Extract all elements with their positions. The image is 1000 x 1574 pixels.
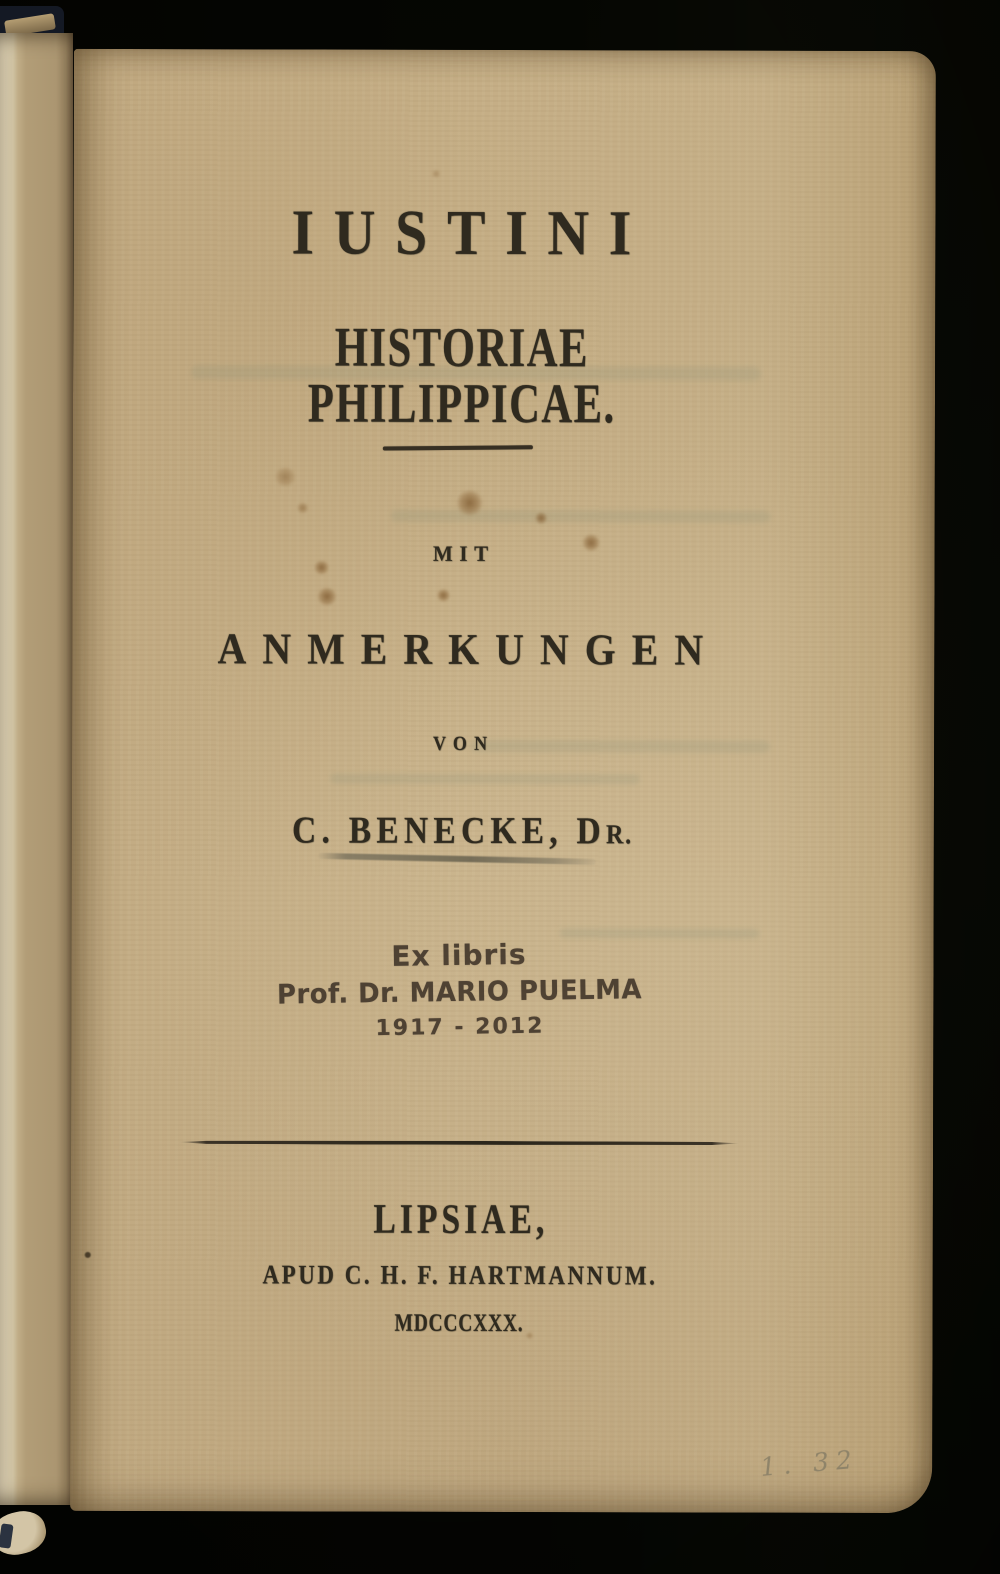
long-divider-rule (178, 1140, 740, 1145)
imprint-publisher: APUD C. H. F. HARTMANNUM. (262, 1259, 658, 1291)
pencil-shelfmark: 1. 32 (759, 1444, 860, 1482)
editor-name (152, 811, 768, 851)
stamp-line-owner: Prof. Dr. MARIO PUELMA (276, 974, 643, 1011)
stamp-line-years: 1917 - 2012 (375, 1013, 545, 1042)
show-through-band (391, 510, 771, 523)
ink-speck (85, 1252, 91, 1258)
imprint-year: MDCCCXXX. (394, 1309, 524, 1338)
text-column (112, 49, 812, 1338)
editor-name-suffix: R. (605, 819, 633, 850)
pencil-underline (318, 853, 596, 865)
foxing-spot (432, 170, 441, 178)
foxing-spot (535, 512, 548, 524)
foxing-spot (316, 588, 337, 606)
book-title: IUSTINI (291, 196, 652, 269)
foxing-spot (297, 502, 309, 513)
exlibris-stamp (109, 933, 810, 1049)
book-subtitle: HISTORIAE PHILIPPICAE. (307, 316, 616, 436)
editor-name-main: C. BENECKE, D (292, 809, 607, 853)
subtitle-anmerkungen: ANMERKUNGEN (217, 624, 720, 675)
connector-mit: MIT (433, 540, 495, 566)
stamp-line-exlibris: Ex libris (391, 937, 527, 973)
title-page (70, 49, 936, 1513)
short-divider-rule (383, 445, 533, 450)
facing-page-edge (0, 33, 73, 1505)
foxing-spot (456, 490, 484, 516)
imprint-city: LIPSIAE, (373, 1196, 549, 1244)
foxing-spot (274, 467, 297, 486)
show-through-band (330, 774, 640, 785)
foxing-spot (436, 589, 450, 602)
connector-von: VON (433, 732, 495, 755)
